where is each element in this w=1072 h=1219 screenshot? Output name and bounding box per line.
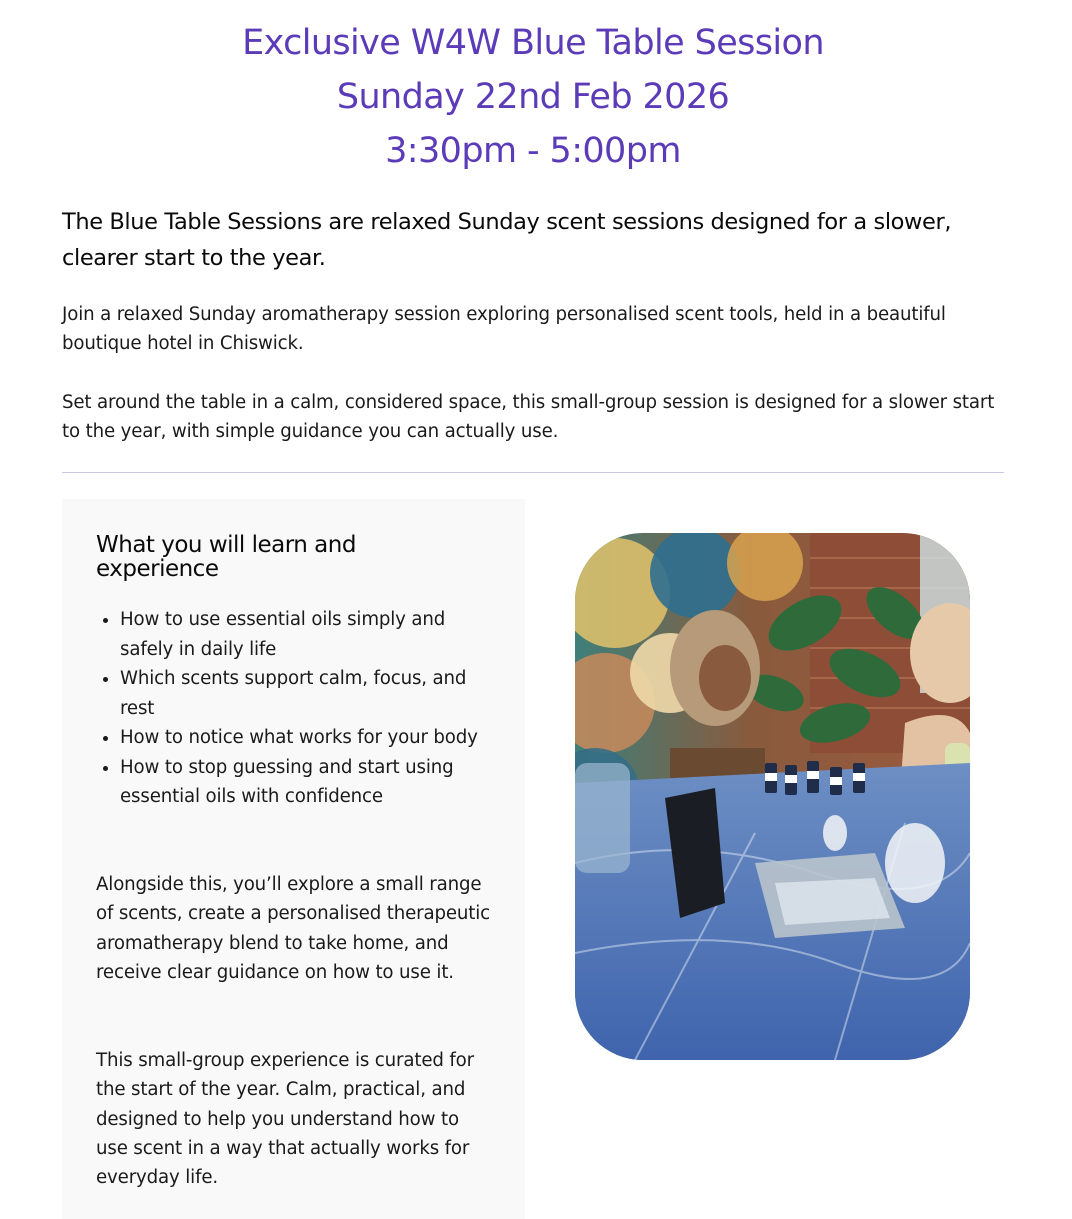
event-title <box>0 16 1066 178</box>
intro-paragraph: Set around the table in a calm, considered space, this small-group session is designed for a slower start to the year, with simple guidance you can actually use. <box>62 392 995 442</box>
learn-list <box>120 605 490 812</box>
intro-paragraph: Join a relaxed Sunday aromatherapy session exploring personalised scent tools, held in a beautiful boutique hotel in Chiswick. <box>62 304 946 354</box>
event-time: 3:30pm - 5:00pm <box>385 131 681 171</box>
session-photo-illustration <box>575 533 970 1060</box>
event-name: Exclusive W4W Blue Table Session <box>242 23 824 63</box>
learn-paragraph: Alongside this, you’ll explore a small range of scents, create a personalised therapeutic aromatherapy blend to take home, and receive clear guidance on how to use it. <box>96 874 491 983</box>
list-item: • Which scents support calm, focus, and rest <box>120 664 490 723</box>
session-photo <box>575 533 970 1060</box>
learn-panel <box>62 499 525 1219</box>
section-divider <box>62 472 1004 473</box>
learn-heading: What you will learn and experience <box>96 532 356 582</box>
list-item: • How to notice what works for your body <box>120 723 490 753</box>
list-item: • How to stop guessing and start using essential oils with confidence <box>120 753 490 812</box>
event-date: Sunday 22nd Feb 2026 <box>336 77 730 117</box>
intro-lead: The Blue Table Sessions are relaxed Sunday scent sessions designed for a slower, clearer start to the year. <box>62 209 952 271</box>
learn-paragraph: This small-group experience is curated for the start of the year. Calm, practical, and designed to help you understand how to use scent in a way that actually works for everyday life. <box>96 1050 474 1189</box>
list-item: • How to use essential oils simply and safely in daily life <box>120 605 490 664</box>
